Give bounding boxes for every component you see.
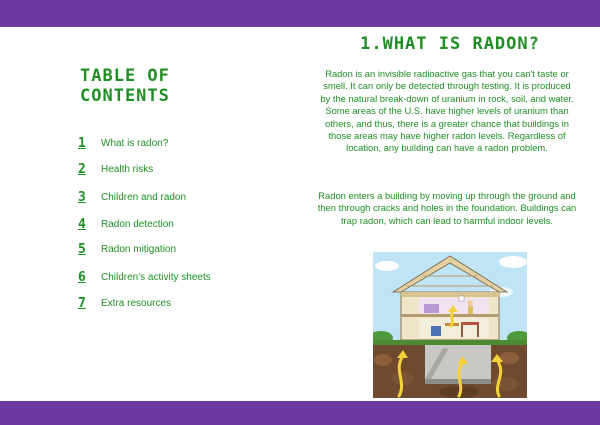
toc-item[interactable] (78, 296, 278, 314)
section-heading: 1.WHAT IS RADON? (360, 34, 540, 54)
toc-item-label: Children's activity sheets (101, 272, 211, 283)
toc-item-number: 4 (78, 217, 86, 232)
toc-item-number: 6 (78, 270, 86, 285)
toc-item[interactable] (78, 190, 278, 208)
toc-item-number: 1 (78, 136, 86, 151)
toc-item-number: 3 (78, 190, 86, 205)
toc-item-label: Health risks (101, 164, 154, 175)
toc-item[interactable] (78, 270, 278, 288)
bottom-banner (0, 401, 600, 425)
toc-item-label: Children and radon (101, 192, 187, 203)
toc-item[interactable] (78, 217, 278, 235)
toc-item[interactable] (78, 242, 278, 260)
radon-entry-paragraph: Radon enters a building by moving up through the ground and then through cracks and holes in the foundation. Buildings can trap radon, which can lead to harmful indoor levels. (317, 190, 577, 226)
toc-item-label: Extra resources (101, 298, 172, 309)
toc-title: TABLE OF CONTENTS (80, 66, 170, 106)
toc-item-number: 7 (78, 296, 86, 311)
toc-item-label: Radon detection (101, 219, 174, 230)
toc-item[interactable] (78, 136, 278, 154)
toc-item-number: 5 (78, 242, 86, 257)
top-banner (0, 0, 600, 27)
toc-item-label: Radon mitigation (101, 244, 177, 255)
toc-item-label: What is radon? (101, 138, 169, 149)
intro-paragraph: Radon is an invisible radioactive gas that you can't taste or smell. It can only be detected through testing. It is produced by the natural break-down of uranium in rock, soil, and water. Some areas of the U.S. have higher levels of uranium than others, and thus, there is a greater chance that buildings in those areas may have higher radon levels. Regardless of location, any building can have a radon problem. (320, 68, 574, 154)
toc-item[interactable] (78, 162, 278, 180)
toc-item-number: 2 (78, 162, 86, 177)
house-cutaway-radon-icon (373, 252, 527, 398)
